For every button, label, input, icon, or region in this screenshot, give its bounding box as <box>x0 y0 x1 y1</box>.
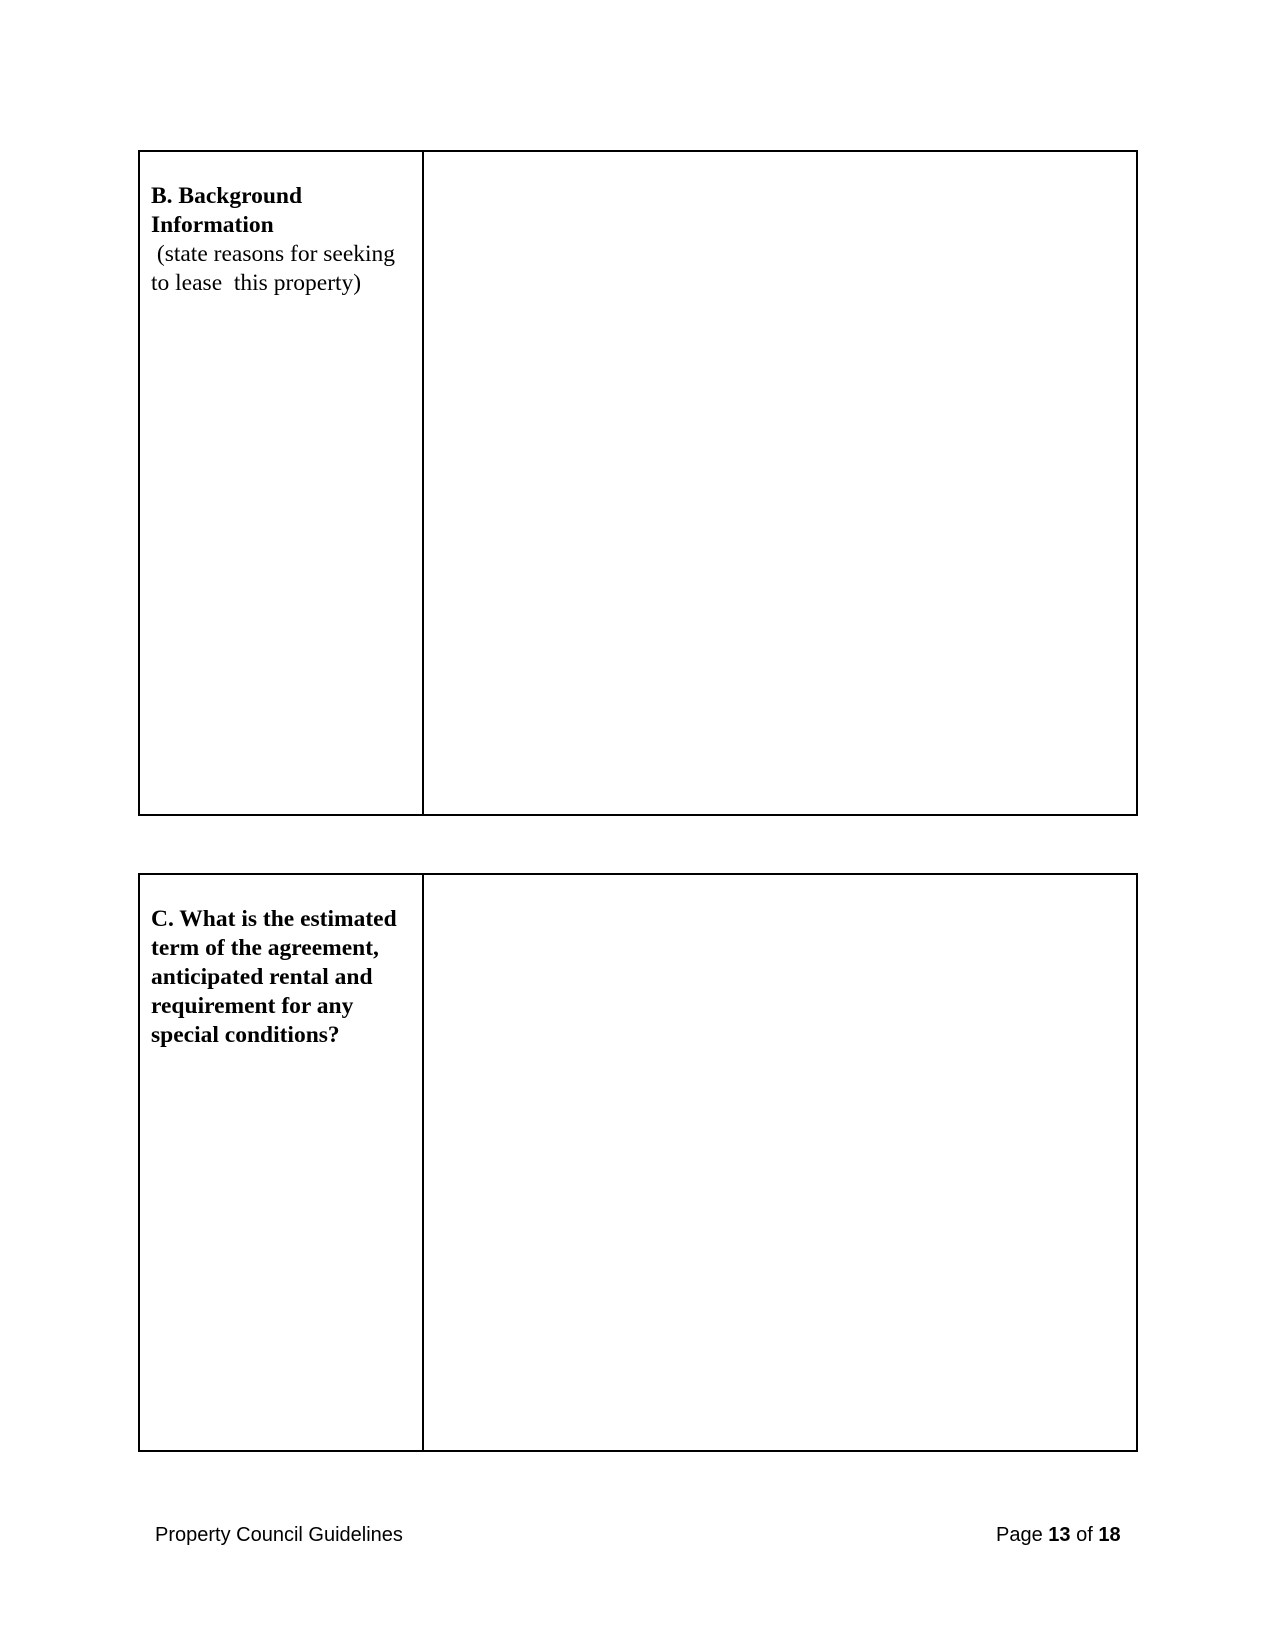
section-b-instruction: (state reasons for seeking to lease this property) <box>151 241 401 296</box>
footer-total-pages: 18 <box>1098 1524 1121 1546</box>
section-c-question: C. What is the estimated term of the agreement, anticipated rental and requirement for any special conditions? <box>151 906 397 1048</box>
section-c-answer-field[interactable] <box>424 875 1136 1450</box>
section-b-title-line2: Information <box>151 212 274 238</box>
section-b-title-line1: B. Background <box>151 183 303 209</box>
footer-page-indicator <box>996 1524 1121 1547</box>
footer-document-title: Property Council Guidelines <box>155 1524 403 1546</box>
footer-page-word: Page <box>996 1524 1043 1546</box>
section-b-label-cell <box>140 152 424 814</box>
footer-of-word: of <box>1076 1524 1093 1546</box>
section-b-answer-field[interactable] <box>424 152 1136 814</box>
section-b-table <box>138 150 1138 816</box>
section-c-table <box>138 873 1138 1452</box>
section-c-label-cell <box>140 875 424 1450</box>
footer-page-number: 13 <box>1048 1524 1071 1546</box>
